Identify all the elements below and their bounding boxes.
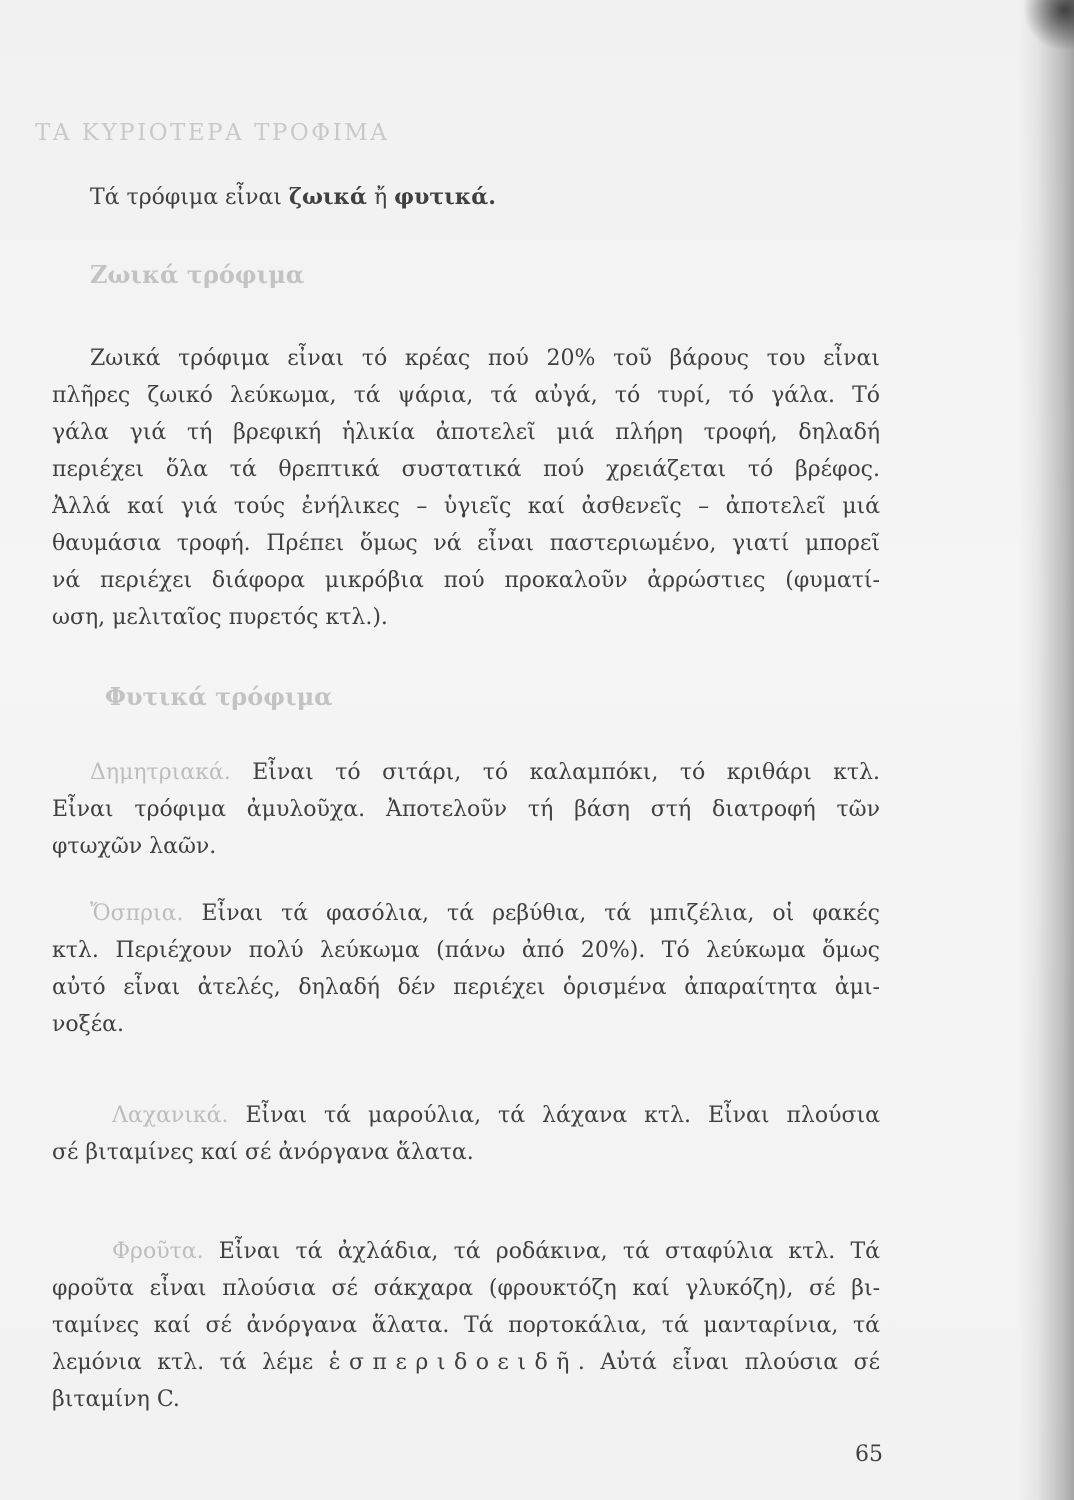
paragraph-line: θαυμάσια τροφή. Πρέπει ὅμως νά εἶναι παστεριωμένο, γιατί μπορεῖ — [52, 531, 880, 556]
line-text: Εἶναι τά ἀχλάδια, τά ροδάκινα, τά σταφύλια κτλ. Τά — [218, 1239, 880, 1264]
line-text: . Αὐτά εἶναι πλούσια σέ — [577, 1350, 881, 1375]
intro-text: Τά τρόφιμα εἶναι — [90, 185, 282, 210]
paragraph-line: νοξέα. — [52, 1012, 124, 1037]
paragraph-line: γάλα γιά τή βρεφική ἡλικία ἀποτελεῖ μιά πλήρη τροφή, δηλαδή — [52, 420, 880, 445]
paragraph-line: φροῦτα εἶναι πλούσια σέ σάκχαρα (φρουκτόζη καί γλυκόζη), σέ βι- — [52, 1276, 880, 1301]
paragraph-line: βιταμίνη C. — [52, 1387, 180, 1412]
paragraph-line: αὐτό εἶναι ἀτελές, δηλαδή δέν περιέχει ὁρισμένα ἀπαραίτητα ἀμι- — [52, 975, 880, 1000]
section-heading-plant-foods: Φυτικά τρόφιμα — [105, 682, 333, 711]
paragraph-vegetables — [52, 1097, 880, 1171]
emphasized-term: ζωικά — [288, 184, 367, 210]
paragraph-cereals — [52, 754, 880, 865]
line-text: Εἶναι τό σιτάρι, τό καλαμπόκι, τό κριθάρι κτλ. — [252, 760, 881, 785]
spaced-term: ἑσπεριδοειδῆ — [328, 1350, 578, 1375]
paragraph-line — [52, 1344, 880, 1381]
page-corner-shadow — [1024, 0, 1074, 50]
page-edge-shadow — [1018, 0, 1074, 1500]
emphasized-term: φυτικά. — [394, 184, 496, 210]
paragraph-line — [52, 895, 880, 932]
paragraph-line — [52, 1097, 880, 1134]
paragraph-line — [52, 1233, 880, 1270]
line-text: λεμόνια κτλ. τά λέμε — [52, 1350, 314, 1375]
section-heading-animal-foods: Ζωικά τρόφιμα — [90, 260, 305, 289]
paragraph-fruits — [52, 1233, 880, 1418]
paragraph-animal-foods — [52, 340, 880, 636]
page-number: 65 — [855, 1442, 883, 1467]
paragraph-line: ωση, μελιταῖος πυρετός κτλ.). — [52, 605, 388, 630]
lead-term: Ὄσπρια. — [90, 901, 184, 926]
line-text: Εἶναι τά μαρούλια, τά λάχανα κτλ. Εἶναι πλούσια — [245, 1103, 880, 1128]
paragraph-line: Ζωικά τρόφιμα εἶναι τό κρέας πού 20% τοῦ βάρους του εἶναι — [90, 346, 880, 371]
paragraph-line: ταμίνες καί σέ ἀνόργανα ἅλατα. Τά πορτοκάλια, τά μανταρίνια, τά — [52, 1313, 880, 1338]
intro-sentence — [90, 180, 496, 215]
paragraph-line: πλῆρες ζωικό λεύκωμα, τά ψάρια, τά αὐγά, τό τυρί, τό γάλα. Τό — [52, 383, 880, 408]
paragraph-line: κτλ. Περιέχουν πολύ λεύκωμα (πάνω ἀπό 20%). Τό λεύκωμα ὅμως — [52, 938, 880, 963]
paragraph-line: Ἀλλά καί γιά τούς ἐνήλικες – ὑγιεῖς καί ἀσθενεῖς – ἀποτελεῖ μιά — [52, 494, 880, 519]
paragraph-line — [52, 754, 880, 791]
page-title: ΤΑ ΚΥΡΙΟΤΕΡΑ ΤΡΟΦΙΜΑ — [35, 120, 390, 146]
paragraph-line: Εἶναι τρόφιμα ἀμυλοῦχα. Ἀποτελοῦν τή βάση στή διατροφή τῶν — [52, 797, 880, 822]
lead-term: Φροῦτα. — [112, 1239, 204, 1264]
paragraph-line: νά περιέχει διάφορα μικρόβια πού προκαλοῦν ἀρρώστιες (φυματί- — [52, 568, 880, 593]
intro-conjunction: ἤ — [373, 185, 388, 210]
paragraph-line: σέ βιταμίνες καί σέ ἀνόργανα ἅλατα. — [52, 1140, 474, 1165]
line-text: Εἶναι τά φασόλια, τά ρεβύθια, τά μπιζέλια, οἱ φακές — [201, 901, 880, 926]
paragraph-legumes — [52, 895, 880, 1043]
paragraph-line: περιέχει ὅλα τά θρεπτικά συστατικά πού χρειάζεται τό βρέφος. — [52, 457, 880, 482]
lead-term: Λαχανικά. — [112, 1103, 229, 1128]
lead-term: Δημητριακά. — [90, 760, 231, 785]
paragraph-line: φτωχῶν λαῶν. — [52, 834, 217, 859]
